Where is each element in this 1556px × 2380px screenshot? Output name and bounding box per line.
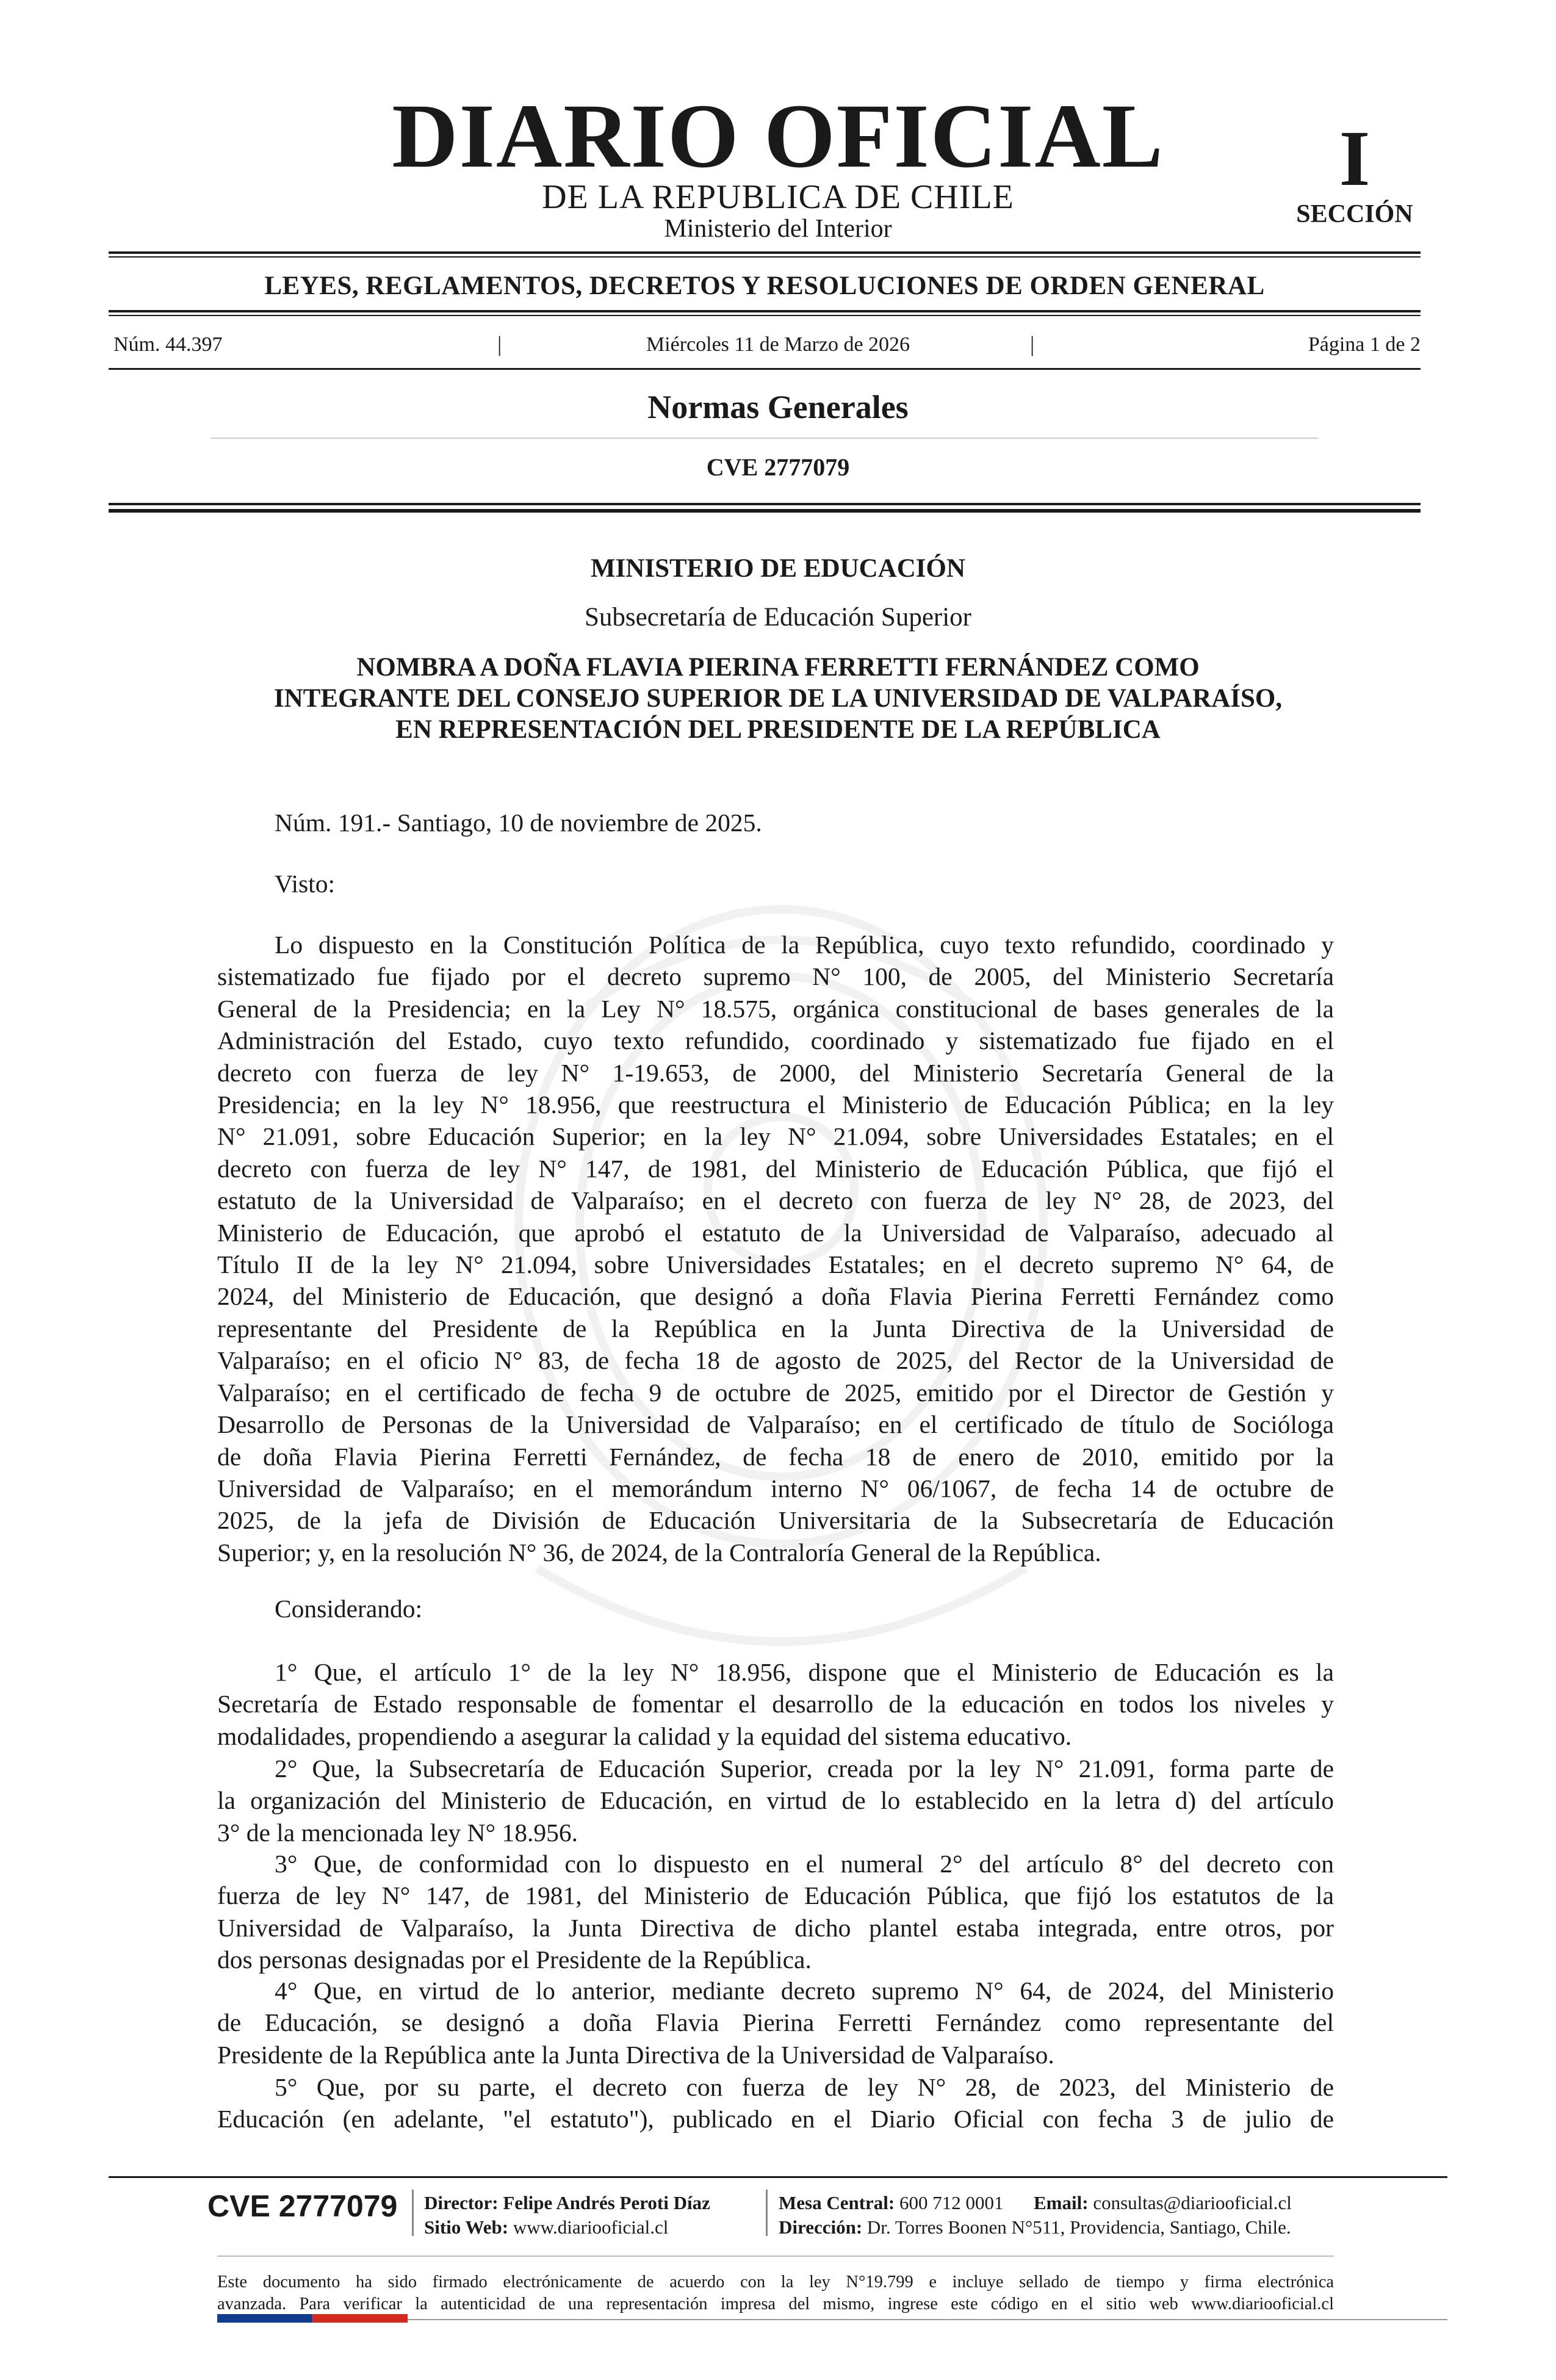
- considerando-line: 1° Que, el artículo 1° de la ley N° 18.956, dispone que el Ministerio de Educación es la: [275, 1658, 1334, 1686]
- masthead-title: DIARIO OFICIAL: [392, 85, 1164, 187]
- email-link[interactable]: consultas@diariooficial.cl: [1093, 2192, 1292, 2213]
- visto-line: sistematizado fue fijado por el decreto supremo N° 100, de 2005, del Ministerio Secretaría: [217, 962, 1334, 991]
- decree-title: [153, 652, 1403, 745]
- flag-stripe-red: [312, 2314, 408, 2323]
- visto-line: Valparaíso; en el certificado de fecha 9 de octubre de 2025, emitido por el Director de Gestión y: [217, 1378, 1334, 1407]
- decree-line: Núm. 191.- Santiago, 10 de noviembre de 2025.: [275, 809, 762, 837]
- header-rule: [109, 251, 1421, 254]
- footer-note-rule: [217, 2256, 1334, 2257]
- flag-stripe-blue: [217, 2314, 312, 2323]
- address-text: Dr. Torres Boonen N°511, Providencia, Santiago, Chile.: [866, 2216, 1291, 2238]
- visto-paragraph: [217, 929, 1334, 1568]
- footer-website: [424, 2218, 668, 2237]
- issue-separator: |: [1030, 332, 1035, 356]
- considerando-label: [217, 1593, 1334, 1625]
- decree-title-line: EN REPRESENTACIÓN DEL PRESIDENTE DE LA REPÚBLICA: [395, 715, 1161, 744]
- visto-line: Ministerio de Educación, que aprobó el estatuto de la Universidad de Valparaíso, adecuado al: [217, 1218, 1334, 1247]
- cve-code: CVE 2777079: [706, 453, 850, 481]
- header-rule: [109, 256, 1421, 258]
- considerando-paragraph: [217, 1656, 1334, 1752]
- section-label: SECCIÓN: [1296, 200, 1413, 228]
- footer-note: [217, 2271, 1334, 2315]
- visto-line: decreto con fuerza de ley N° 1-19.653, de 2000, del Ministerio Secretaría General de la: [217, 1058, 1334, 1087]
- masthead-subtitle: DE LA REPUBLICA DE CHILE: [542, 178, 1014, 216]
- considerando-paragraph: [217, 1753, 1334, 1848]
- considerando-paragraph: [217, 2071, 1334, 2135]
- cve-rule: [109, 509, 1421, 513]
- considerando-paragraph: [217, 1848, 1334, 1976]
- masthead-ministry: Ministerio del Interior: [664, 215, 892, 243]
- considerando-line: de Educación, se designó a doña Flavia Pierina Ferretti Fernández como representante del: [217, 2008, 1334, 2037]
- phone-label: Mesa Central:: [779, 2192, 895, 2213]
- visto-line: 2024, del Ministerio de Educación, que designó a doña Flavia Pierina Ferretti Fernández como: [217, 1282, 1334, 1311]
- footer-cve-code: CVE 2777079: [207, 2189, 398, 2223]
- footer-address: [779, 2218, 1291, 2237]
- ministry-name: MINISTERIO DE EDUCACIÓN: [590, 554, 966, 583]
- visto-label-text: Visto:: [275, 870, 335, 898]
- footer-contact: [779, 2193, 1292, 2212]
- visto-line: estatuto de la Universidad de Valparaíso; en el decreto con fuerza de ley N° 28, de 2023, del: [217, 1186, 1334, 1215]
- considerando-line: fuerza de ley N° 147, de 1981, del Ministerio de Educación Pública, que fijó los estatutos de la: [217, 1881, 1334, 1910]
- visto-line: N° 21.091, sobre Educación Superior; en la ley N° 21.094, sobre Universidades Estatales; en el: [217, 1122, 1334, 1151]
- considerando-label-text: Considerando:: [275, 1595, 423, 1623]
- website-label: Sitio Web:: [424, 2216, 509, 2238]
- visto-label: [217, 868, 1334, 900]
- considerando-line: 3° Que, de conformidad con lo dispuesto en el numeral 2° del artículo 8° del decreto con: [275, 1850, 1334, 1878]
- visto-line: Universidad de Valparaíso; en el memorándum interno N° 06/1067, de fecha 14 de octubre de: [217, 1474, 1334, 1502]
- visto-line: Valparaíso; en el oficio N° 83, de fecha 18 de agosto de 2025, del Rector de la Universidad de: [217, 1346, 1334, 1375]
- issue-page: Página 1 de 2: [1308, 333, 1421, 356]
- director-label: Director:: [424, 2192, 499, 2213]
- considerando-line: Secretaría de Estado responsable de fomentar el desarrollo de la educación en todos los niveles y: [217, 1690, 1334, 1718]
- section-number: I: [1339, 115, 1371, 203]
- issue-rule: [109, 368, 1421, 370]
- decree-number-date: [217, 807, 1334, 838]
- issue-date: Miércoles 11 de Marzo de 2026: [646, 333, 910, 356]
- visto-line: Título II de la ley N° 21.094, sobre Universidades Estatales; en el decreto supremo N° 64, de: [217, 1250, 1334, 1279]
- phone-number: 600 712 0001: [899, 2192, 1004, 2213]
- visto-line: Desarrollo de Personas de la Universidad de Valparaíso; en el certificado de título de Socióloga: [217, 1410, 1334, 1439]
- footer-director: [424, 2193, 710, 2212]
- address-label: Dirección:: [779, 2216, 863, 2238]
- subsecretariat-name: Subsecretaría de Educación Superior: [585, 603, 971, 632]
- decree-title-line: INTEGRANTE DEL CONSEJO SUPERIOR DE LA UNIVERSIDAD DE VALPARAÍSO,: [273, 684, 1283, 713]
- visto-line: General de la Presidencia; en la Ley N° 18.575, orgánica constitucional de bases generales de la: [217, 994, 1334, 1023]
- visto-line: representante del Presidente de la República en la Junta Directiva de la Universidad de: [217, 1314, 1334, 1343]
- cve-rule: [109, 503, 1421, 505]
- decree-title-line: NOMBRA A DOÑA FLAVIA PIERINA FERRETTI FERNÁNDEZ COMO: [356, 653, 1200, 682]
- visto-line: decreto con fuerza de ley N° 147, de 1981, del Ministerio de Educación Pública, que fijó el: [217, 1154, 1334, 1183]
- footer-divider: [412, 2190, 414, 2236]
- category-heading: LEYES, REGLAMENTOS, DECRETOS Y RESOLUCIONES DE ORDEN GENERAL: [264, 272, 1265, 300]
- visto-line: Lo dispuesto en la Constitución Política de la República, cuyo texto refundido, coordinado y: [275, 931, 1334, 959]
- issue-number: Núm. 44.397: [113, 333, 223, 356]
- email-label: Email:: [1034, 2192, 1089, 2213]
- website-link[interactable]: www.diariooficial.cl: [513, 2216, 669, 2238]
- section-heading: Normas Generales: [647, 389, 909, 425]
- considerando-paragraph: [217, 1975, 1334, 2071]
- category-rule: [109, 310, 1421, 312]
- visto-line: Presidencia; en la ley N° 18.956, que reestructura el Ministerio de Educación Pública; en la ley: [217, 1091, 1334, 1119]
- issue-separator: |: [497, 332, 502, 356]
- considerando-line: 4° Que, en virtud de lo anterior, mediante decreto supremo N° 64, de 2024, del Ministerio: [275, 1977, 1334, 2005]
- considerando-line: 5° Que, por su parte, el decreto con fuerza de ley N° 28, de 2023, del Ministerio de: [275, 2073, 1334, 2101]
- considerando-line: dos personas designadas por el Presidente de la República.: [217, 1945, 812, 1974]
- section-heading-rule: [211, 438, 1318, 439]
- considerando-line: Presidente de la República ante la Junta Directiva de la Universidad de Valparaíso.: [217, 2040, 1054, 2069]
- visto-line: Administración del Estado, cuyo texto refundido, coordinado y sistematizado fue fijado en el: [217, 1026, 1334, 1055]
- visto-line: 2025, de la jefa de División de Educación Universitaria de la Subsecretaría de Educación: [217, 1506, 1334, 1535]
- considerando-line: 3° de la mencionada ley N° 18.956.: [217, 1818, 578, 1847]
- director-name: Felipe Andrés Peroti Díaz: [503, 2192, 710, 2213]
- visto-line: Superior; y, en la resolución N° 36, de 2024, de la Contraloría General de la República.: [217, 1538, 1101, 1567]
- considerando-line: la organización del Ministerio de Educación, en virtud de lo establecido en la letra d) del artículo: [217, 1786, 1334, 1815]
- footer-note-line: avanzada. Para verificar la autenticidad de una representación impresa del mismo, ingrese este código en el sitio web www.diariooficial.cl: [217, 2295, 1334, 2313]
- visto-line: de doña Flavia Pierina Ferretti Fernández, de fecha 18 de enero de 2010, emitido por la: [217, 1442, 1334, 1471]
- category-rule: [109, 315, 1421, 316]
- considerando-line: Educación (en adelante, "el estatuto"), publicado en el Diario Oficial con fecha 3 de julio de: [217, 2105, 1334, 2133]
- footer-note-line: Este documento ha sido firmado electrónicamente de acuerdo con la ley N°19.799 e incluye sellado de tiempo y firma electrónica: [217, 2273, 1334, 2292]
- footer-divider: [766, 2190, 768, 2236]
- considerando-line: 2° Que, la Subsecretaría de Educación Superior, creada por la ley N° 21.091, forma parte de: [275, 1754, 1334, 1783]
- considerando-line: Universidad de Valparaíso, la Junta Directiva de dicho plantel estaba integrada, entre otros, por: [217, 1913, 1334, 1942]
- footer-rule: [109, 2176, 1447, 2178]
- considerando-line: modalidades, propendiendo a asegurar la calidad y la equidad del sistema educativo.: [217, 1722, 1072, 1750]
